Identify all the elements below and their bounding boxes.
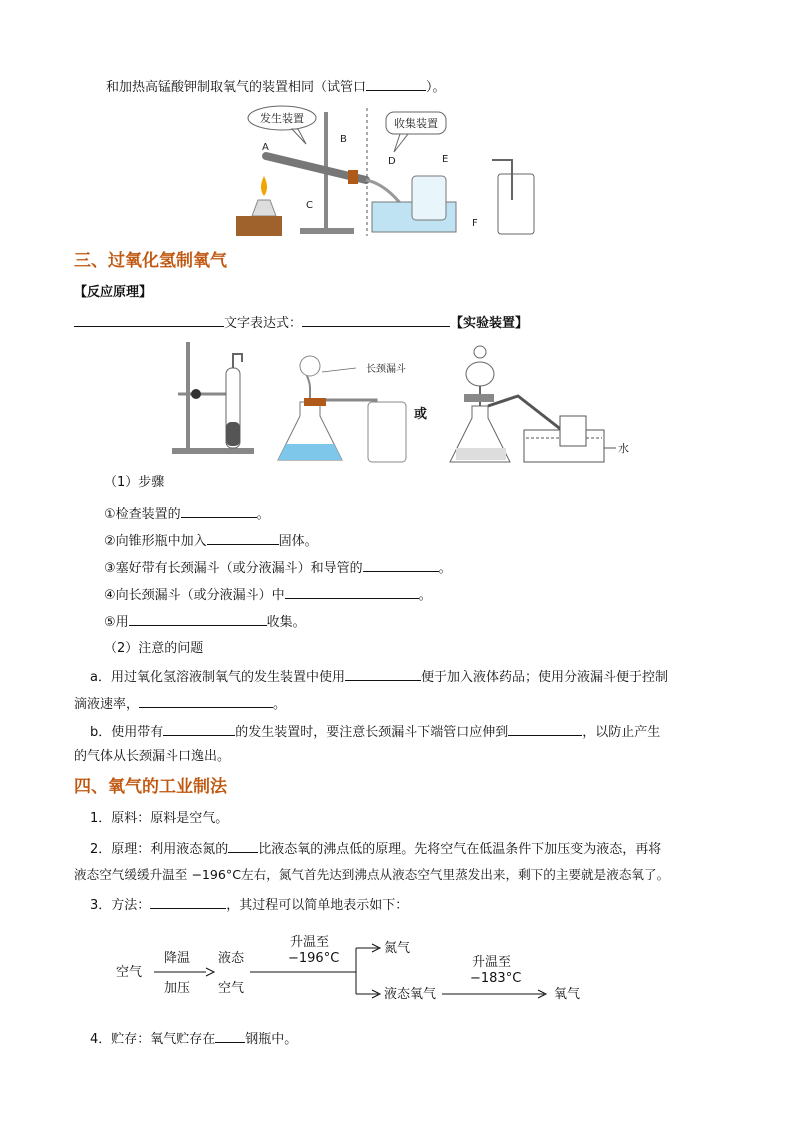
flow-cool: 降温 xyxy=(164,951,191,966)
section4-title: 四、氧气的工业制法 xyxy=(74,777,227,797)
flow-oxygen: 氧气 xyxy=(554,987,581,1002)
blank-note-b1[interactable] xyxy=(163,721,235,736)
note-a-line2: 滴液速率， 。 xyxy=(74,693,286,714)
notes-title: （2）注意的问题 xyxy=(104,641,204,656)
principle-label: 【反应原理】 xyxy=(74,285,153,300)
figure-h2o2-apparatus xyxy=(168,338,638,470)
industrial-p1: 1．原料：原料是空气。 xyxy=(90,811,229,826)
flow-press: 加压 xyxy=(164,981,191,996)
blank-step-3[interactable] xyxy=(363,557,439,572)
note-b-line2: 的气体从长颈漏斗口逸出。 xyxy=(74,749,231,764)
blank-storage[interactable] xyxy=(215,1028,245,1043)
flow-nitrogen: 氮气 xyxy=(384,941,411,956)
blank-step-1[interactable] xyxy=(181,503,257,518)
label-d: D xyxy=(388,156,396,167)
label-c: C xyxy=(306,200,313,211)
industrial-p2-line2: 液态空气缓缓升温至 −196°C左右，氮气首先达到沸点从液态空气里蒸发出来，剩下的主要就是液态氧了。 xyxy=(74,867,670,882)
step-1: ①检查装置的 。 xyxy=(104,503,270,524)
callout-collection-label: 收集装置 xyxy=(394,117,438,130)
flow-heat2-line1: 升温至 xyxy=(472,955,512,970)
blank-principle-boiling[interactable] xyxy=(228,838,258,853)
blank-tube-mouth[interactable] xyxy=(366,76,426,91)
water-label: 水 xyxy=(618,442,629,455)
section3-title: 三、过氧化氢制氧气 xyxy=(74,251,227,271)
industrial-p2-line1: 2．原理：利用液态氮的 比液态氧的沸点低的原理。先将空气在低温条件下加压变为液态，再将 xyxy=(90,838,661,859)
label-b: B xyxy=(340,134,347,145)
step-5: ⑤用 收集。 xyxy=(104,611,306,632)
blank-word-expression[interactable] xyxy=(302,312,450,327)
label-f: F xyxy=(472,218,478,229)
flow-liquid-oxygen: 液态氧气 xyxy=(384,987,437,1002)
flow-heat1-line2: −196°C xyxy=(288,951,340,966)
industrial-p3: 3．方法： ，其过程可以简单地表示如下： xyxy=(90,894,408,915)
flow-heat2-line2: −183°C xyxy=(470,971,522,986)
label-a: A xyxy=(262,142,269,153)
figure-kmno4-apparatus xyxy=(236,104,546,240)
steps-title: （1）步骤 xyxy=(104,475,165,490)
step-2: ②向锥形瓶中加入 固体。 xyxy=(104,530,318,551)
blank-note-b2[interactable] xyxy=(508,721,582,736)
step-4: ④向长颈漏斗（或分液漏斗）中 。 xyxy=(104,584,432,605)
flow-air: 空气 xyxy=(116,965,143,980)
flow-liquid-air-2: 空气 xyxy=(218,981,245,996)
flow-liquid-air-1: 液态 xyxy=(218,951,245,966)
note-a-line1: a．用过氧化氢溶液制氧气的发生装置中使用 便于加入液体药品；使用分液漏斗便于控制 xyxy=(90,666,668,687)
blank-note-a1[interactable] xyxy=(345,666,421,681)
industrial-flow-diagram xyxy=(110,928,590,1008)
blank-step-2[interactable] xyxy=(207,530,279,545)
blank-step-5[interactable] xyxy=(129,611,267,626)
or-label: 或 xyxy=(414,407,428,422)
note-b-line1: b．使用带有 的发生装置时，要注意长颈漏斗下端管口应伸到 ，以防止产生 xyxy=(90,721,660,742)
flow-heat1-line1: 升温至 xyxy=(290,935,330,950)
funnel-label: 长颈漏斗 xyxy=(366,364,406,375)
label-e: E xyxy=(442,154,449,165)
blank-principle[interactable] xyxy=(74,312,224,327)
callout-generation-label: 发生装置 xyxy=(260,112,304,125)
blank-method[interactable] xyxy=(150,894,226,909)
blank-step-4[interactable] xyxy=(285,584,419,599)
intro-line: 和加热高锰酸钾制取氧气的装置相同（试管口 ）。 xyxy=(106,76,446,97)
blank-note-a2[interactable] xyxy=(139,693,273,708)
industrial-p4: 4．贮存：氧气贮存在 钢瓶中。 xyxy=(90,1028,297,1049)
step-3: ③塞好带有长颈漏斗（或分液漏斗）和导管的 。 xyxy=(104,557,452,578)
expression-line: 文字表达式： 【实验装置】 xyxy=(74,312,528,333)
